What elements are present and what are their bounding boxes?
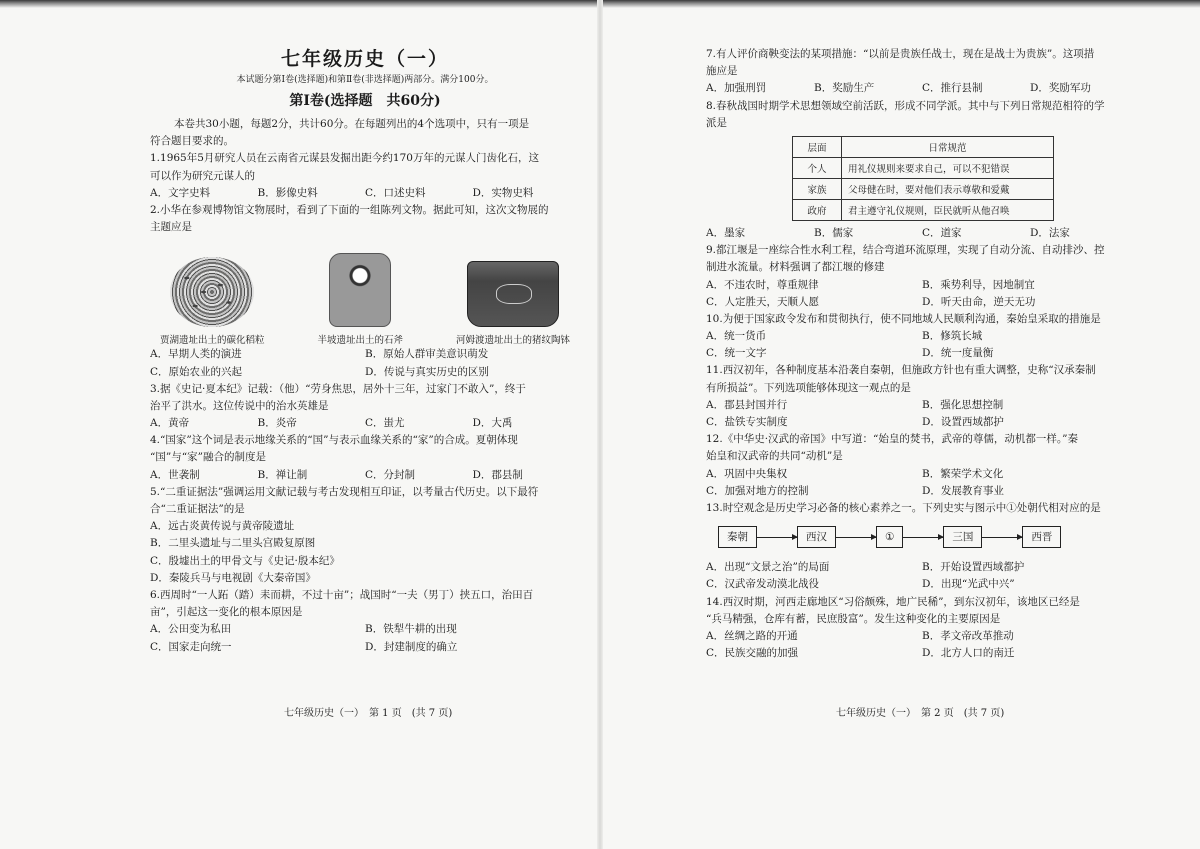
figure-rice xyxy=(160,257,265,346)
question-stem: 1.1965年5月研究人员在云南省元谋县发掘出距今约170万年的元谋人门齿化石，这 xyxy=(150,152,539,165)
options xyxy=(706,559,1138,576)
option-d: D．出现“光武中兴” xyxy=(922,578,1015,591)
question-8 xyxy=(706,98,1138,243)
option-a: A．文字史料 xyxy=(150,186,211,199)
question-stem: 合“二重证据法”的是 xyxy=(150,503,245,515)
option-b: B．原始人群审美意识萌发 xyxy=(365,348,489,361)
question-stem: 5.“二重证据法”强调运用文献记载与考古发现相互印证，以考量古代历史。以下最符 xyxy=(150,485,539,498)
question-3 xyxy=(150,381,580,433)
option-b: B．开始设置西域都护 xyxy=(922,561,1025,574)
page-2 xyxy=(706,46,1138,662)
option-d: D．郡县制 xyxy=(472,468,523,481)
option-c: C．分封制 xyxy=(365,468,416,481)
option-a: A．统一货币 xyxy=(706,330,767,343)
question-stem: 4.“国家”这个词是表示地缘关系的“国”与表示血缘关系的“家”的合成。夏朝体现 xyxy=(150,434,518,447)
options xyxy=(150,467,580,484)
option-a: A．世袭制 xyxy=(150,468,200,481)
question-13 xyxy=(706,500,1138,594)
options xyxy=(150,185,580,202)
question-7 xyxy=(706,46,1138,98)
table-cell: 用礼仪规则来要求自己，可以不犯错误 xyxy=(842,157,1054,178)
table-header-row xyxy=(793,136,1054,157)
option-b: B．奖励生产 xyxy=(814,82,875,95)
question-9 xyxy=(706,242,1138,311)
option-d: D．法家 xyxy=(1030,226,1070,239)
page-2-footer: 七年级历史（一） 第 2 页 (共 7 页) xyxy=(836,708,1005,719)
table-header: 层面 xyxy=(793,136,842,157)
option-b: B．乘势利导，因地制宜 xyxy=(922,278,1035,291)
options xyxy=(706,645,1138,662)
options xyxy=(150,346,580,363)
option-d: D．封建制度的确立 xyxy=(365,640,458,653)
question-stem: “兵马精强，仓库有蓄，民庶殷富”。发生这种变化的主要原因是 xyxy=(706,612,1001,625)
options xyxy=(706,277,1138,294)
question-stem: 制进水流量。材料强调了都江堰的修建 xyxy=(706,261,885,274)
question-2 xyxy=(150,202,580,381)
question-12 xyxy=(706,431,1138,500)
table-row xyxy=(793,199,1054,220)
option-a: A．巩固中央集权 xyxy=(706,467,788,480)
option-d: D．设置西域都护 xyxy=(922,416,1004,428)
question-stem: 治平了洪水。这位传说中的治水英雄是 xyxy=(150,399,329,412)
question-5 xyxy=(150,484,580,587)
options xyxy=(706,345,1138,362)
options xyxy=(150,639,580,656)
option-a: A．出现“文景之治”的局面 xyxy=(706,561,830,574)
dynasty-box: 三国 xyxy=(943,526,982,548)
intro-line: 符合题目要求的。 xyxy=(150,135,234,148)
question-stem: 亩”，引起这一变化的根本原因是 xyxy=(150,606,303,619)
option-d: D．发展教育事业 xyxy=(922,484,1004,497)
option-b: B．二里头遗址与二里头宫殿复原图 xyxy=(150,537,316,550)
option-d: D．统一度量衡 xyxy=(922,347,994,360)
option-b: B．修筑长城 xyxy=(922,330,983,343)
question-stem: 主题应是 xyxy=(150,221,192,234)
option-c: C．道家 xyxy=(922,226,962,239)
option-a: A．不违农时，尊重规律 xyxy=(706,278,819,291)
section-title: 第Ⅰ卷(选择题 共60分) xyxy=(289,93,441,109)
option-b: B．儒家 xyxy=(814,226,854,239)
option-c: C．汉武帝发动漠北战役 xyxy=(706,578,820,591)
question-stem: 7.有人评价商鞅变法的某项措施：“以前是贵族任战士，现在是战士为贵族”。这项措 xyxy=(706,48,1095,60)
options xyxy=(706,628,1138,645)
option-d: D．大禹 xyxy=(472,417,513,430)
question-stem: 2.小华在参观博物馆文物展时，看到了下面的一组陈列文物。据此可知，这次文物展的 xyxy=(150,203,549,216)
option-c: C．原始农业的兴起 xyxy=(150,365,243,378)
pig-pattern-pot-image xyxy=(467,261,559,327)
figure-pot xyxy=(456,261,570,346)
question-stem: 施应是 xyxy=(706,65,738,78)
table-cell: 个人 xyxy=(793,157,842,178)
option-c: C．口述史料 xyxy=(365,186,426,199)
option-c: C．盐铁专实制度 xyxy=(706,416,788,428)
option-b: B．铁犁牛耕的出现 xyxy=(365,623,457,636)
question-6 xyxy=(150,587,580,656)
figure-caption: 河姆渡遗址出土的猪纹陶钵 xyxy=(455,335,570,347)
options xyxy=(150,415,580,432)
table-cell: 政府 xyxy=(793,199,842,220)
options xyxy=(150,364,580,381)
figure-axe xyxy=(317,253,403,346)
question-stem: 14.西汉时期，河西走廊地区“习俗颇殊，地广民稀”，到东汉初年，该地区已经是 xyxy=(706,595,1080,608)
options xyxy=(706,80,1138,97)
question-11 xyxy=(706,362,1138,431)
page-1-footer: 七年级历史（一） 第 1 页 (共 7 页) xyxy=(284,708,453,719)
question-stem: 3.据《史记·夏本纪》记载：（他）“劳身焦思，居外十三年，过家门不敢入”，终于 xyxy=(150,382,526,395)
options xyxy=(706,483,1138,500)
dynasty-box: ① xyxy=(876,526,903,548)
option-c: C．推行县制 xyxy=(922,82,983,95)
figure-caption: 贾湖遗址出土的碳化稻粒 xyxy=(160,335,265,347)
option-c: C．统一文字 xyxy=(706,347,767,360)
question-stem: 始皇和汉武帝的共同“动机”是 xyxy=(706,450,843,463)
question-stem: 12.《中华史·汉武的帝国》中写道：“始皇的焚书，武帝的尊儒，动机都一样。”秦 xyxy=(706,433,1079,446)
option-a: A．公田变为私田 xyxy=(150,623,232,636)
option-d: D．听天由命，逆天无功 xyxy=(922,295,1036,308)
option-b: B．繁荣学术文化 xyxy=(922,467,1004,480)
question-stem: 11.西汉初年，各种制度基本沿袭自秦朝，但施政方针也有重大调整，史称“汉承秦制 xyxy=(706,364,1096,377)
options xyxy=(706,576,1138,593)
exam-title: 七年级历史（一） xyxy=(280,48,449,70)
arrow-right-icon xyxy=(982,537,1022,538)
option-d: D．奖励军功 xyxy=(1030,82,1091,95)
option-a: A．黄帝 xyxy=(150,417,190,430)
option-a: A．早期人类的演进 xyxy=(150,348,242,361)
option-c: C．国家走向统一 xyxy=(150,640,232,653)
options xyxy=(706,397,1138,414)
option-a: A．加强刑罚 xyxy=(706,82,767,95)
artifact-figures xyxy=(150,236,580,346)
option-c: C．民族交融的加强 xyxy=(706,647,799,660)
question-4 xyxy=(150,432,580,484)
question-stem: 9.都江堰是一座综合性水利工程，结合弯道环流原理，实现了自动分流、自动排沙、控 xyxy=(706,244,1105,257)
norms-table xyxy=(792,136,1054,221)
option-c: C．人定胜天，天顺人愿 xyxy=(706,295,820,308)
table-cell: 父母健在时，要对他们表示尊敬和爱戴 xyxy=(842,178,1054,199)
question-stem: 派是 xyxy=(706,116,727,129)
dynasty-box: 西晋 xyxy=(1022,526,1061,548)
question-stem: 8.春秋战国时期学术思想领域空前活跃，形成不同学派。其中与下列日常规范相符的学 xyxy=(706,99,1105,112)
option-d: D．实物史料 xyxy=(472,186,534,199)
question-1 xyxy=(150,150,580,202)
question-stem: 可以作为研究元谋人的 xyxy=(150,169,255,182)
question-stem: 10.为便于国家政令发布和贯彻执行，使不同地域人民顺利沟通，秦始皇采取的措施是 xyxy=(706,312,1101,325)
question-stem: 13.时空观念是历史学习必备的核心素养之一。下列史实与图示中①处朝代相对应的是 xyxy=(706,501,1101,514)
question-stem: “国”与“家”融合的制度是 xyxy=(150,451,266,464)
option-d: D．北方人口的南迁 xyxy=(922,647,1015,660)
option-a: A．丝绸之路的开通 xyxy=(706,629,798,642)
options xyxy=(706,225,1138,242)
page-fold xyxy=(597,0,603,849)
options xyxy=(706,414,1138,431)
arrow-right-icon xyxy=(757,537,797,538)
figure-caption: 半坡遗址出土的石斧 xyxy=(317,335,403,347)
option-b: B．影像史料 xyxy=(257,186,318,199)
table-cell: 君主遵守礼仪规则，臣民就听从他召唤 xyxy=(842,199,1054,220)
option-a: A．墨家 xyxy=(706,226,746,239)
option-c: C．殷墟出土的甲骨文与《史记·殷本纪》 xyxy=(150,554,340,567)
question-stem: 6.西周时“一人跖（踏）耒而耕，不过十亩”；战国时“一夫（男丁）挟五口，治田百 xyxy=(150,588,534,601)
question-stem: 有所损益”。下列选项能够体现这一观点的是 xyxy=(706,381,911,394)
page-1 xyxy=(150,40,580,656)
table-row xyxy=(793,157,1054,178)
options xyxy=(706,294,1138,311)
exam-subtitle: 本试题分第Ⅰ卷(选择题)和第Ⅱ卷(非选择题)两部分。满分100分。 xyxy=(236,75,494,85)
option-b: B．禅让制 xyxy=(257,468,308,481)
dynasty-box: 西汉 xyxy=(797,526,836,548)
option-b: B．强化思想控制 xyxy=(922,398,1004,411)
table-row xyxy=(793,178,1054,199)
carbonized-rice-image xyxy=(170,257,254,327)
dynasty-box: 秦朝 xyxy=(718,526,757,548)
dynasty-chain xyxy=(718,519,1138,555)
question-14 xyxy=(706,594,1138,663)
intro-line: 本卷共30小题，每题2分，共计60分。在每题列出的4个选项中，只有一项是 xyxy=(174,118,530,130)
option-d: D．秦陵兵马与电视剧《大秦帝国》 xyxy=(150,571,316,584)
table-header: 日常规范 xyxy=(842,136,1054,157)
option-d: D．传说与真实历史的区别 xyxy=(365,365,489,378)
options xyxy=(150,621,580,638)
option-b: B．孝文帝改革推动 xyxy=(922,629,1014,642)
options xyxy=(706,328,1138,345)
options xyxy=(706,466,1138,483)
table-cell: 家族 xyxy=(793,178,842,199)
arrow-right-icon xyxy=(836,537,876,538)
option-b: B．炎帝 xyxy=(257,417,297,430)
option-a: A．郡县封国并行 xyxy=(706,398,788,411)
option-a: A．远古炎黄传说与黄帝陵遗址 xyxy=(150,520,295,533)
option-c: C．加强对地方的控制 xyxy=(706,484,809,497)
question-10 xyxy=(706,311,1138,363)
arrow-right-icon xyxy=(903,537,943,538)
stone-axe-image xyxy=(329,253,391,327)
option-c: C．蚩尤 xyxy=(365,417,405,430)
